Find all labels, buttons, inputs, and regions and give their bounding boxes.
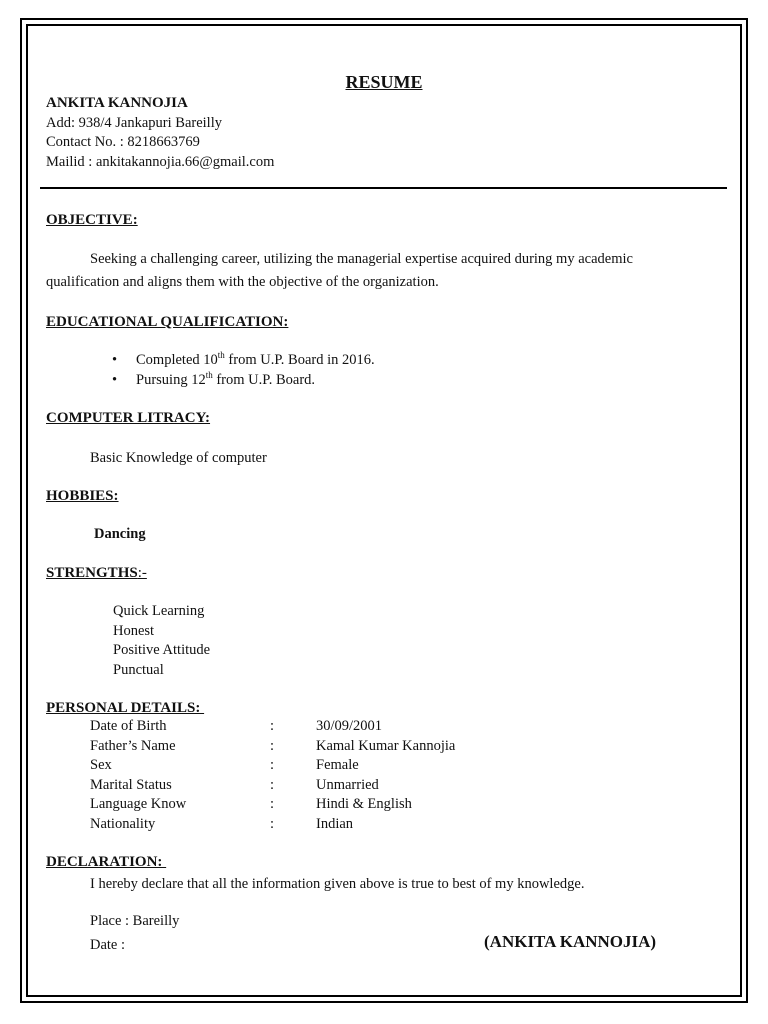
strengths-heading — [46, 565, 147, 582]
applicant-name: ANKITA KANNOJIA — [46, 95, 188, 111]
education-item-text: from U.P. Board. — [212, 372, 316, 388]
detail-value: Indian — [316, 815, 354, 832]
declaration-text: I hereby declare that all the information given above is true to best of my knowledge. — [90, 876, 585, 892]
list-item — [112, 370, 375, 390]
detail-separator: : — [270, 757, 275, 774]
date-line: Date : — [90, 937, 126, 953]
email-line: Mailid : ankitakannojia.66@gmail.com — [46, 154, 275, 170]
education-item-text: from U.P. Board in 2016. — [224, 352, 375, 368]
detail-label: Date of Birth — [90, 718, 167, 734]
table-row — [90, 795, 590, 815]
computer-literacy-heading: COMPUTER LITRACY: — [46, 410, 211, 426]
computer-literacy-text: Basic Knowledge of computer — [90, 450, 267, 466]
education-heading: EDUCATIONAL QUALIFICATION: — [46, 314, 289, 330]
objective-text-line1: Seeking a challenging career, utilizing the managerial expertise acquired during my academic — [90, 251, 633, 267]
personal-details-heading: PERSONAL DETAILS: — [46, 700, 205, 716]
table-row — [90, 815, 590, 835]
detail-value: Kamal Kumar Kannojia — [316, 737, 456, 754]
place-line: Place : Bareilly — [90, 913, 180, 929]
personal-details-table — [90, 717, 590, 835]
list-item: Punctual — [113, 661, 164, 678]
detail-value: 30/09/2001 — [316, 718, 383, 734]
list-item: Honest — [113, 622, 155, 639]
detail-separator: : — [270, 737, 275, 754]
detail-value: Unmarried — [316, 776, 379, 793]
hobbies-heading: HOBBIES: — [46, 488, 119, 504]
hobbies-text: Dancing — [94, 526, 146, 542]
objective-heading: OBJECTIVE: — [46, 212, 138, 228]
education-list — [112, 350, 375, 390]
detail-separator: : — [270, 718, 275, 734]
detail-label: Marital Status — [90, 776, 172, 793]
list-item — [112, 350, 375, 370]
table-row — [90, 717, 590, 737]
table-row — [90, 737, 590, 757]
table-row — [90, 776, 590, 796]
strengths-list — [113, 602, 210, 680]
ordinal-suffix: th — [205, 370, 213, 381]
contact-line: Contact No. : 8218663769 — [46, 134, 200, 150]
strengths-heading-suffix: :- — [137, 565, 147, 581]
address-line: Add: 938/4 Jankapuri Bareilly — [46, 115, 222, 131]
objective-text-line2: qualification and aligns them with the objective of the organization. — [46, 274, 439, 290]
education-item-text: Completed 10 — [136, 352, 218, 368]
detail-separator: : — [270, 776, 275, 793]
header-divider — [40, 187, 727, 189]
list-item: Quick Learning — [113, 603, 205, 619]
resume-title: RESUME — [345, 72, 423, 92]
strengths-heading-text: STRENGTHS — [46, 565, 138, 581]
detail-separator: : — [270, 815, 275, 832]
detail-label: Sex — [90, 757, 112, 774]
detail-value: Hindi & English — [316, 796, 412, 813]
ordinal-suffix: th — [217, 350, 225, 361]
detail-label: Language Know — [90, 796, 187, 813]
list-item: Positive Attitude — [113, 642, 211, 658]
detail-label: Nationality — [90, 815, 156, 832]
education-item-text: Pursuing 12 — [136, 372, 206, 388]
signature-name: (ANKITA KANNOJIA) — [484, 932, 657, 951]
declaration-heading: DECLARATION: — [46, 854, 167, 870]
detail-label: Father’s Name — [90, 737, 176, 754]
detail-value: Female — [316, 757, 359, 774]
table-row — [90, 756, 590, 776]
detail-separator: : — [270, 796, 275, 813]
